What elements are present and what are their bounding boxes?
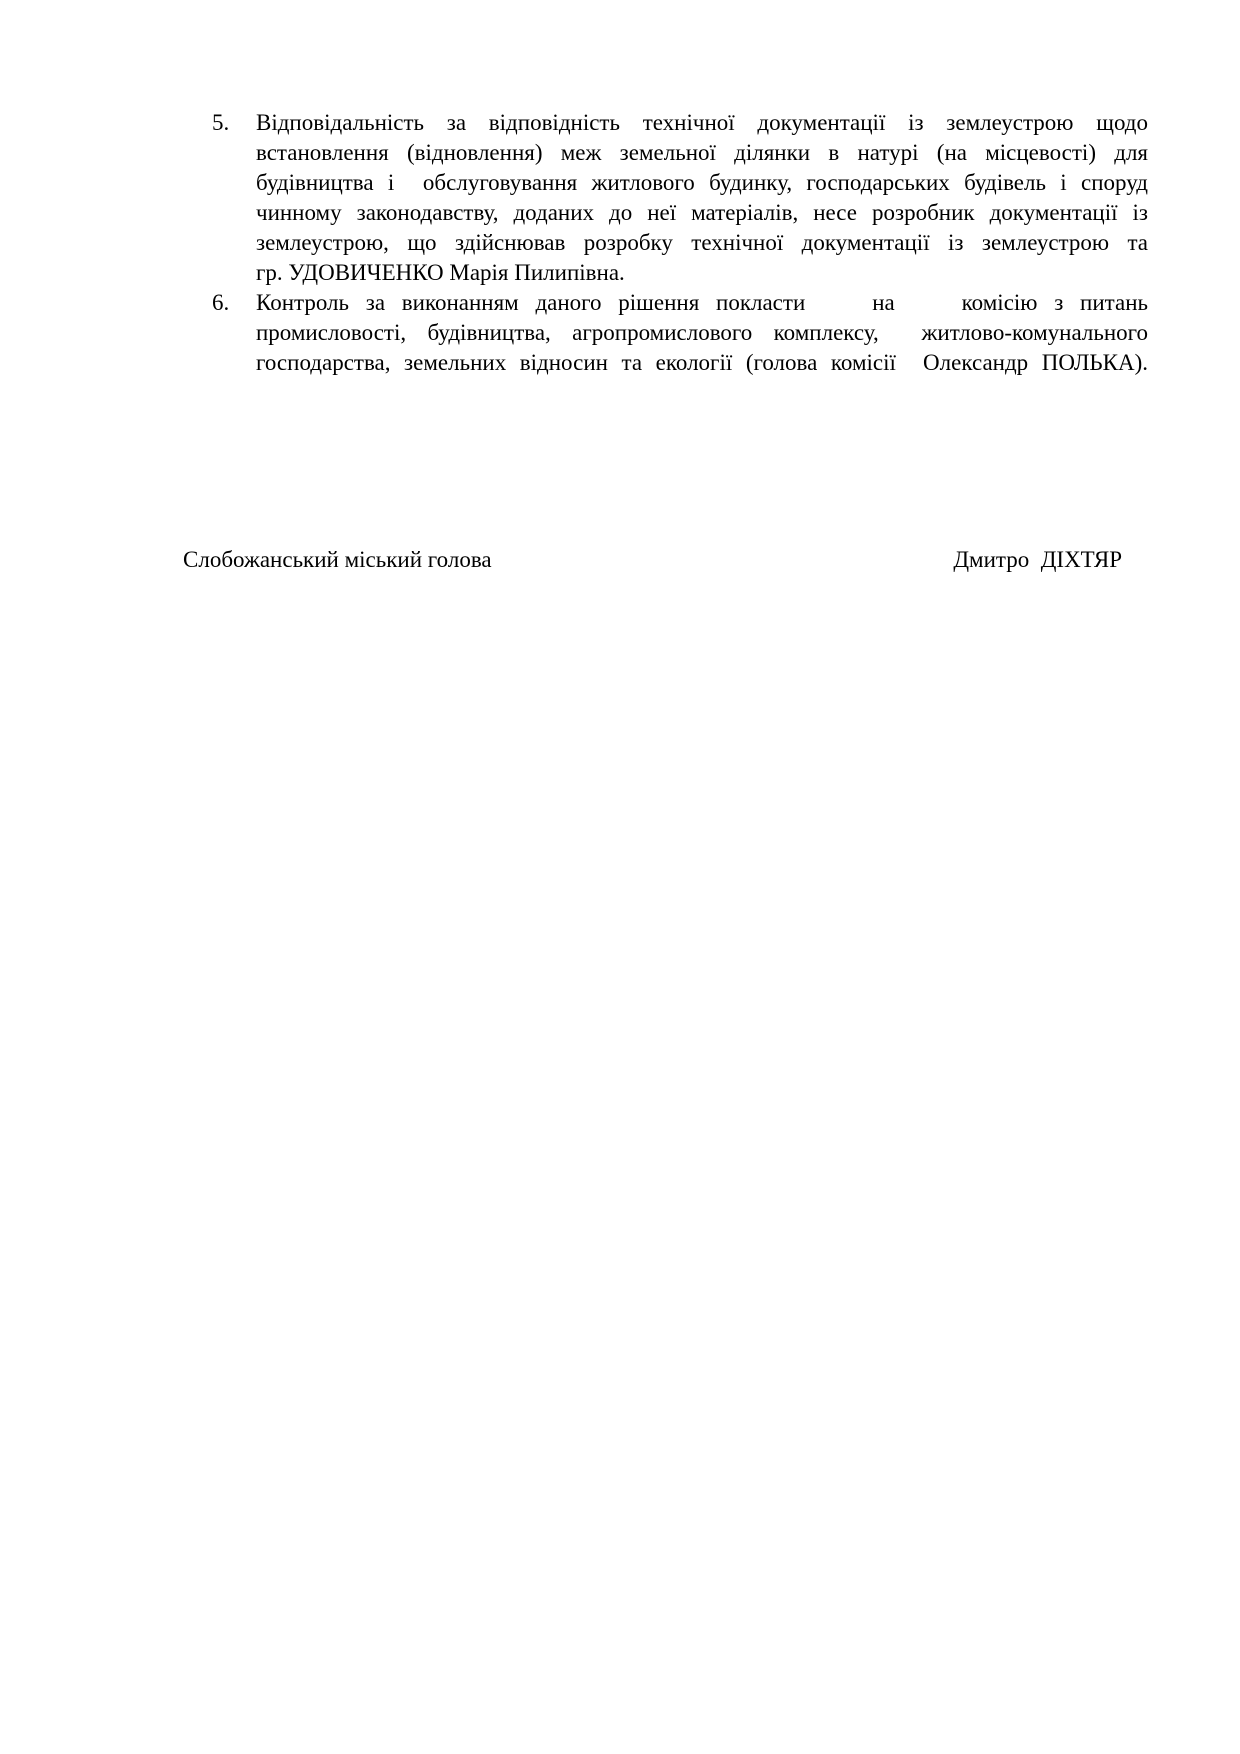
list-item-number: 6. xyxy=(212,290,230,315)
text-line: гр. УДОВИЧЕНКО Марія Пилипівна. xyxy=(256,260,625,285)
list-item-5 xyxy=(212,108,1148,288)
resolution-items xyxy=(212,108,1148,378)
list-item-text xyxy=(256,288,1148,378)
signature-title: Слобожанський міський голова xyxy=(183,547,492,572)
text-line: Контроль за виконанням даного рішення покласти на комісію з питань xyxy=(256,290,1148,315)
text-line: промисловості, будівництва, агропромислового комплексу, житлово-комунального xyxy=(256,320,1148,345)
text-line: Відповідальність за відповідність технічної документації із землеустрою щодо xyxy=(256,110,1148,135)
text-line: землеустрою, що здійснював розробку технічної документації із землеустрою та xyxy=(256,230,1148,255)
list-item-6 xyxy=(212,288,1148,378)
text-line: будівництва і обслуговування житлового будинку, господарських будівель і споруд xyxy=(256,170,1148,195)
signature-name: Дмитро ДІХТЯР xyxy=(953,547,1122,572)
text-line: встановлення (відновлення) меж земельної ділянки в натурі (на місцевості) для xyxy=(256,140,1148,165)
list-item-number: 5. xyxy=(212,110,230,135)
list-item-text xyxy=(256,108,1148,288)
text-line: господарства, земельних відносин та екології (голова комісії Олександр ПОЛЬКА). xyxy=(256,350,1148,375)
signature-row xyxy=(183,545,1122,575)
text-line: чинному законодавству, доданих до неї матеріалів, несе розробник документації із xyxy=(256,200,1148,225)
